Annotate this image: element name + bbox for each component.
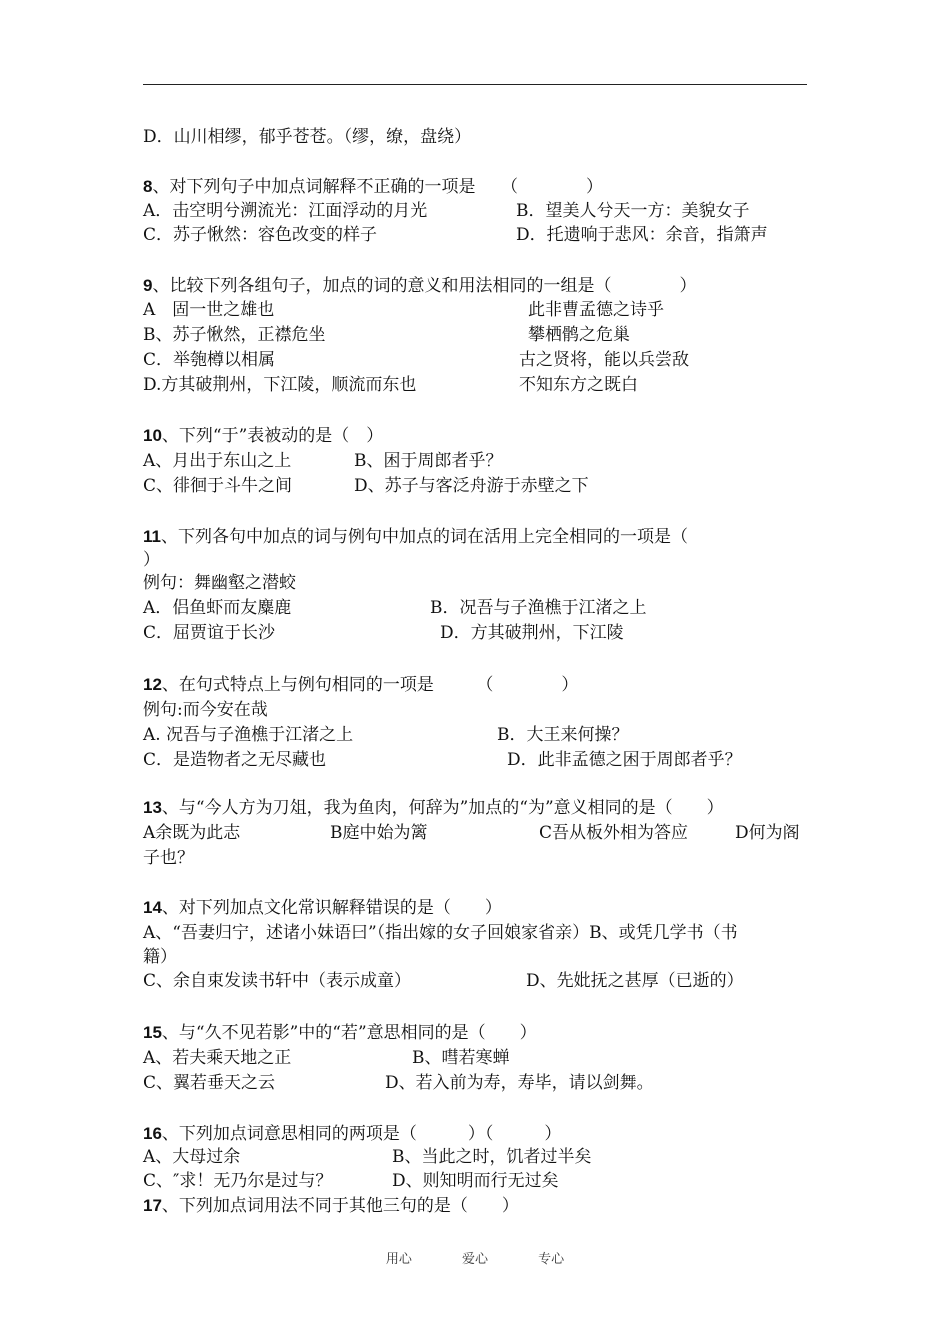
question-17-title (143, 1195, 519, 1217)
question-text: 、下列加点词意思相同的两项是（ ）（ ） (161, 1124, 562, 1144)
question-13-title (143, 797, 724, 819)
q10-option-c: C、徘徊于斗牛之间 (143, 476, 293, 496)
q16-option-c: C、″求！无乃尔是过与？ (143, 1171, 333, 1191)
q9-option-a-right: 此非曹孟德之诗乎 (528, 300, 664, 320)
question-15-title (143, 1022, 537, 1044)
question-text: 、在句式特点上与例句相同的一项是 （ ） (161, 675, 579, 695)
q9-option-c-left: C．举匏樽以相属 (143, 350, 276, 370)
q14-option-c: C、余自束发读书轩中（表示成童） (143, 971, 412, 991)
q16-option-b: B、当此之时，饥者过半矣 (392, 1147, 592, 1167)
q16-option-d: D、则知明而行无过矣 (392, 1171, 559, 1191)
question-number: 11 (143, 527, 161, 546)
q11-option-c: C．屈贾谊于长沙 (143, 623, 276, 643)
q13-option-a: A余既为此志 (143, 823, 241, 843)
q14-option-ab: A、“吾妻归宁，述诸小妹语曰”（指出嫁的女子回娘家省亲）B、或凭几学书（书 (143, 923, 738, 943)
q7-option-d: D．山川相缪，郁乎苍苍。（缪，缭，盘绕） (143, 127, 472, 147)
header-rule (143, 84, 807, 85)
q11-option-a: A．侣鱼虾而友麋鹿 (143, 598, 292, 618)
question-9-title (143, 275, 696, 297)
q9-option-d-left: D.方其破荆州，下江陵，顺流而东也 (143, 375, 417, 395)
q12-example: 例句:而今安在哉 (143, 700, 268, 720)
q14-option-ab-continuation: 籍） (143, 947, 177, 967)
question-text: 、对下列加点文化常识解释错误的是（ ） (161, 898, 502, 918)
q15-option-a: A、若夫乘天地之正 (143, 1048, 292, 1068)
question-number: 12 (143, 675, 162, 694)
q14-option-d: D、先妣抚之甚厚（已逝的） (526, 971, 744, 991)
footer-text: 用心 (385, 1252, 412, 1267)
q15-option-b: B、嘒若寒蝉 (412, 1048, 510, 1068)
question-text: 、下列“于”表被动的是（ ） (161, 426, 384, 446)
q8-option-b: B．望美人兮天一方：美貌女子 (516, 201, 750, 221)
q12-option-c: C．是造物者之无尽藏也 (143, 750, 327, 770)
question-number: 15 (143, 1023, 162, 1042)
q11-option-b: B．况吾与子渔樵于江渚之上 (430, 598, 647, 618)
question-text: 、下列加点词用法不同于其他三句的是（ ） (161, 1196, 519, 1216)
q8-option-a: A．击空明兮溯流光：江面浮动的月光 (143, 201, 428, 221)
question-number: 17 (143, 1196, 162, 1215)
question-16-title (143, 1123, 561, 1145)
question-text: 、比较下列各组句子，加点的词的意义和用法相同的一组是（ ） (152, 276, 697, 296)
q10-option-d: D、苏子与客泛舟游于赤壁之下 (354, 476, 589, 496)
q8-option-d: D．托遗响于悲风：余音，指箫声 (516, 225, 768, 245)
question-number: 10 (143, 426, 162, 445)
q9-option-d-right: 不知东方之既白 (519, 375, 638, 395)
question-14-title (143, 897, 502, 919)
question-8-title (143, 176, 603, 198)
question-10-title (143, 425, 383, 447)
q9-option-b-right: 攀栖鹘之危巢 (528, 325, 630, 345)
q11-example: 例句：舞幽壑之潜蛟 (143, 573, 296, 593)
q8-option-c: C．苏子愀然：容色改变的样子 (143, 225, 378, 245)
q13-option-b: B庭中始为篱 (330, 823, 428, 843)
q12-option-a: A. 况吾与子渔樵于江渚之上 (143, 725, 354, 745)
q13-option-d: D何为阁 (735, 823, 800, 843)
question-12-title (143, 674, 578, 696)
page-footer (0, 1248, 950, 1267)
question-number: 9 (143, 276, 153, 295)
q11-option-d: D．方其破荆州，下江陵 (440, 623, 624, 643)
q15-option-d: D、若入前为寿，寿毕，请以剑舞。 (385, 1073, 654, 1093)
question-number: 14 (143, 898, 162, 917)
question-text: 、与“久不见若影”中的“若”意思相同的是（ ） (161, 1023, 537, 1043)
question-11-title (143, 526, 688, 548)
q13-option-c: C吾从板外相为答应 (539, 823, 689, 843)
question-13-continuation: 子也？ (143, 848, 194, 868)
question-number: 13 (143, 798, 162, 817)
q16-option-a: A、大母过余 (143, 1147, 241, 1167)
q9-option-c-right: 古之贤将，能以兵尝敌 (519, 350, 689, 370)
question-text: 、对下列句子中加点词解释不正确的一项是 （ ） (152, 177, 603, 197)
q12-option-d: D．此非孟德之困于周郎者乎？ (507, 750, 742, 770)
question-number: 16 (143, 1124, 162, 1143)
question-11-continuation: ） (143, 550, 160, 570)
footer-text: 爱心 (461, 1252, 488, 1267)
q15-option-c: C、翼若垂天之云 (143, 1073, 276, 1093)
q9-option-a-left: A 固一世之雄也 (143, 300, 275, 320)
question-text: 、下列各句中加点的词与例句中加点的词在活用上完全相同的一项是（ (160, 527, 688, 547)
q10-option-b: B、困于周郎者乎？ (354, 451, 503, 471)
question-number: 8 (143, 177, 153, 196)
footer-text: 专心 (538, 1252, 565, 1267)
question-text: 、与“今人方为刀俎，我为鱼肉，何辞为”加点的“为”意义相同的是（ ） (161, 798, 724, 818)
q12-option-b: B．大王来何操？ (497, 725, 629, 745)
q9-option-b-left: B、苏子愀然，正襟危坐 (143, 325, 326, 345)
q10-option-a: A、月出于东山之上 (143, 451, 292, 471)
